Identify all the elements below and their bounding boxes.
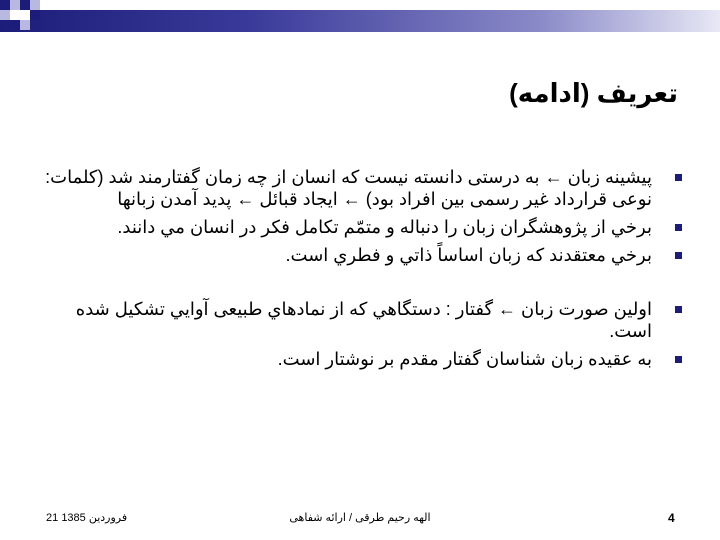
decorative-square xyxy=(20,0,30,10)
square-bullet-icon xyxy=(675,306,682,313)
decorative-square xyxy=(30,0,40,10)
list-item xyxy=(42,244,682,266)
bullet-text: به عقيده زبان شناسان گفتار مقدم بر نوشتار است. xyxy=(277,349,652,369)
bullet-text: برخي از پژوهشگران زبان را دنباله و متمّم تکامل فکر در انسان مي دانند. xyxy=(117,217,652,237)
decorative-square xyxy=(10,20,20,30)
decorative-square xyxy=(0,10,10,20)
decorative-square xyxy=(10,10,20,20)
slide-title: تعريف (ادامه) xyxy=(509,78,678,108)
decorative-square xyxy=(30,10,40,20)
list-item xyxy=(42,216,682,238)
square-bullet-icon xyxy=(675,356,682,363)
header-gradient-bar xyxy=(0,10,720,32)
list-item xyxy=(42,298,682,342)
bullet-list xyxy=(42,166,682,376)
square-bullet-icon xyxy=(675,252,682,259)
bullet-text: اولين صورت زبان ← گفتار : دستگاهي که از نمادهاي طبيعی آوايي تشکيل شده است. xyxy=(75,299,652,341)
square-bullet-icon xyxy=(675,174,682,181)
list-item xyxy=(42,348,682,370)
square-bullet-icon xyxy=(675,224,682,231)
decorative-square xyxy=(20,20,30,30)
decorative-square xyxy=(10,0,20,10)
spacer xyxy=(42,272,682,298)
footer-date: فروردين 1385 21 xyxy=(46,512,128,524)
footer-author: الهه رحيم طرقی / ارائه شفاهی xyxy=(289,512,431,524)
decorative-square xyxy=(20,10,30,20)
bullet-text: برخي معتقدند که زبان اساساً ذاتي و فطري است. xyxy=(285,245,652,265)
decorative-square xyxy=(0,0,10,10)
page-number: 4 xyxy=(668,511,675,525)
bullet-text: پيشينه زبان ← به درستی دانسته نيست که انسان از چه زمان گفتارمند شد (کلمات: نوعی قرارداد غير رسمی بين افراد بود) ← ايجاد قبائل ← پديد آمدن زبانها xyxy=(45,167,652,209)
list-item xyxy=(42,166,682,210)
